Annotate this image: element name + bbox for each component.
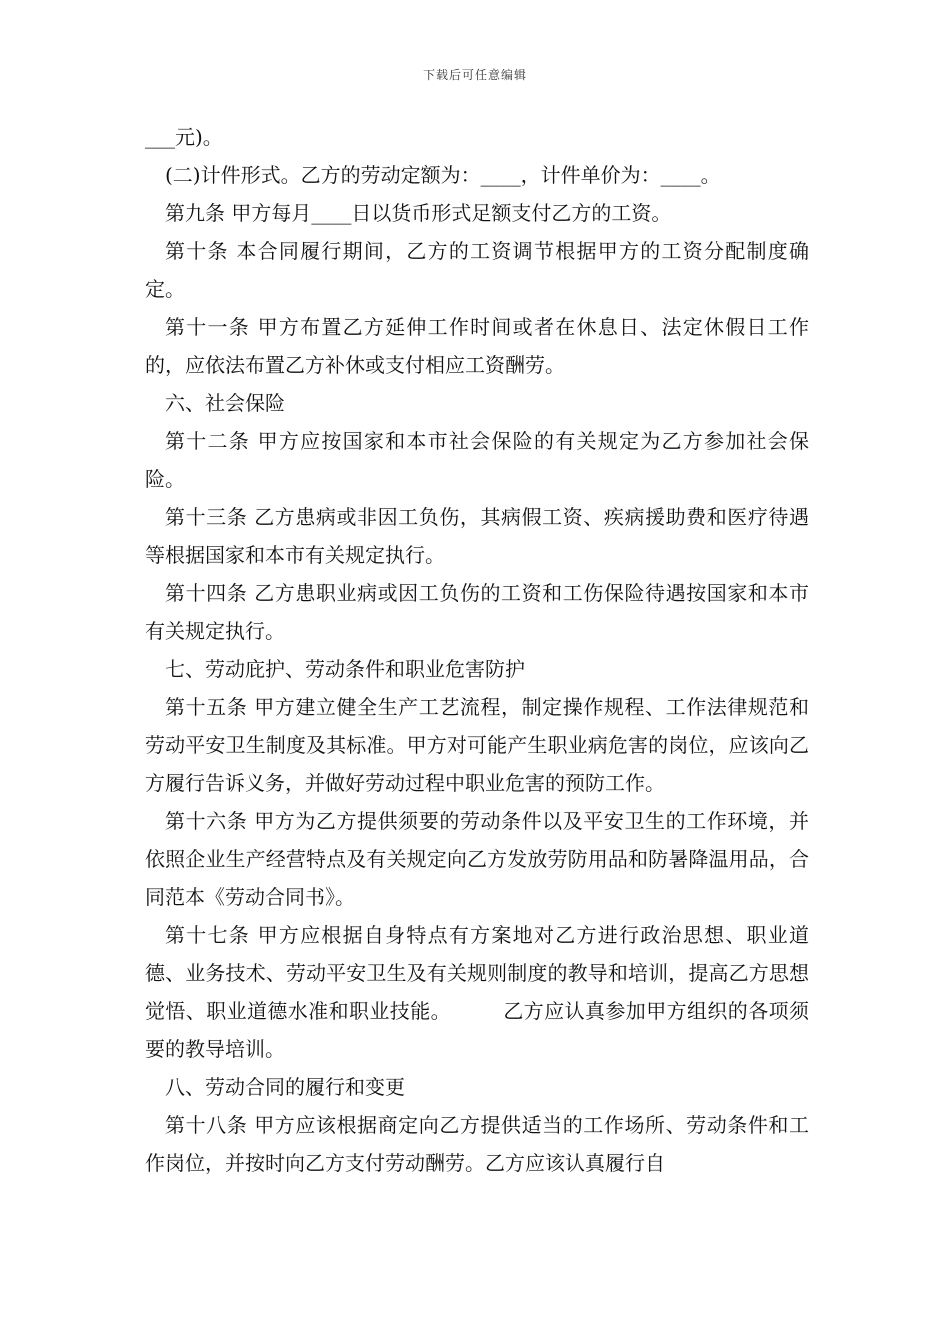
paragraph-article-17 [145,916,809,1068]
paragraph-article-14: 第十四条 乙方患职业病或因工负伤的工资和工伤保险待遇按国家和本市有关规定执行。 [145,581,809,643]
paragraph-article-13: 第十三条 乙方患病或非因工负伤，其病假工资、疾病援助费和医疗待遇等根据国家和本市有关规定执行。 [145,505,809,567]
section-heading-labor-protection: 七、劳动庇护、劳动条件和职业危害防护 [165,657,525,681]
article-17-first-part: 第十七条 甲方应根据自身特点有方案地对乙方进行政治思想、职业道德、业务技术、劳动平安卫生及有关规则制度的教导和培训，提高乙方思想觉悟、职业道德水准和职业技能。 [145,923,809,1023]
paragraph-article-9: 第九条 甲方每月____日以货币形式足额支付乙方的工资。 [165,201,672,225]
paragraph-article-10: 第十条 本合同履行期间，乙方的工资调节根据甲方的工资分配制度确定。 [145,239,809,301]
paragraph-article-12: 第十二条 甲方应按国家和本市社会保险的有关规定为乙方参加社会保险。 [145,429,809,491]
paragraph-article-11: 第十一条 甲方布置乙方延伸工作时间或者在休息日、法定休假日工作的，应依法布置乙方补休或支付相应工资酬劳。 [145,315,809,377]
page-header: 下载后可任意编辑 [422,68,527,82]
paragraph-article-15: 第十五条 甲方建立健全生产工艺流程，制定操作规程、工作法律规范和劳动平安卫生制度及其标准。甲方对可能产生职业病危害的岗位，应该向乙方履行告诉义务，并做好劳动过程中职业危害的预防工作。 [145,695,809,795]
section-heading-contract-performance: 八、劳动合同的履行和变更 [165,1075,405,1099]
article-17-second-part: 乙方应认真参加甲方组织的各项须要的教导培训。 [145,999,809,1061]
paragraph-amount-end: ___元)。 [145,125,223,149]
paragraph-article-16: 第十六条 甲方为乙方提供须要的劳动条件以及平安卫生的工作环境，并依照企业生产经营特点及有关规定向乙方发放劳防用品和防暑降温用品，合同范本《劳动合同书》。 [145,809,809,909]
paragraph-piecework: (二)计件形式。乙方的劳动定额为：____，计件单价为：____。 [165,163,721,187]
section-heading-social-insurance: 六、社会保险 [165,391,285,415]
document-body [145,118,809,1182]
paragraph-article-18: 第十八条 甲方应该根据商定向乙方提供适当的工作场所、劳动条件和工作岗位，并按时向乙方支付劳动酬劳。乙方应该认真履行自 [145,1113,809,1175]
